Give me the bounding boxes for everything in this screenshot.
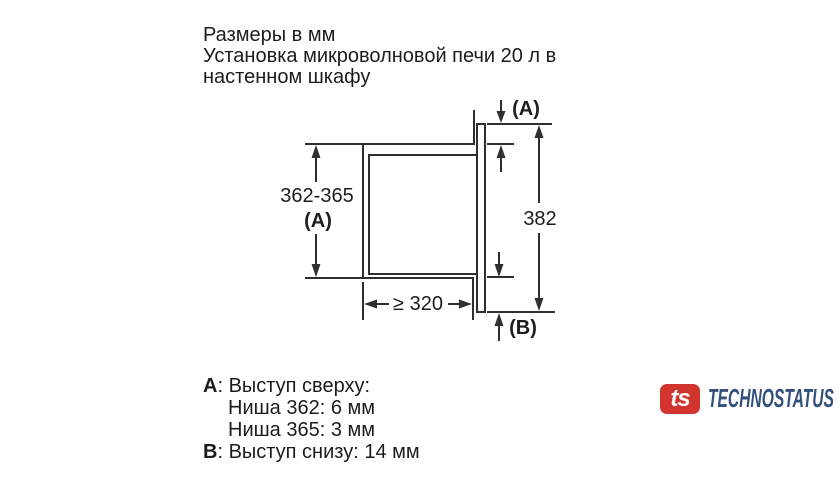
legend-key-a: A: [203, 375, 218, 397]
legend-key-b: B: [203, 441, 218, 463]
arrow-top-gap-down: [497, 111, 506, 123]
arrow-niche-top: [312, 145, 321, 158]
legend-line-b: [203, 441, 420, 463]
legend-title-a: : Выступ сверху:: [217, 375, 371, 397]
depth-label: ≥ 320: [393, 293, 443, 315]
arrow-depth-left: [364, 300, 377, 309]
arrow-depth-right: [459, 300, 472, 309]
legend-line-niche-365: Ниша 365: 3 мм: [228, 419, 376, 441]
top-gap-label: (A): [512, 98, 540, 120]
arrow-frame-bottom: [535, 298, 544, 311]
legend-line-a: [203, 375, 420, 397]
arrow-bottom-gap-up: [495, 313, 504, 326]
frame-height-label: 382: [523, 208, 557, 230]
technostatus-logo-text: TECHNOSTATUS: [708, 383, 834, 413]
title-line-1: Размеры в мм: [203, 24, 336, 46]
niche-height-ref-label: (A): [304, 210, 332, 232]
arrow-frame-top: [535, 125, 544, 138]
cabinet-outer-outline: [363, 110, 474, 320]
title-line-2: Установка микроволновой печи 20 л в: [203, 45, 557, 67]
technostatus-logo-icon: ts: [660, 384, 700, 414]
niche-height-label: 362-365: [280, 185, 354, 207]
technostatus-logo: [660, 383, 840, 414]
legend-line-niche-362: Ниша 362: 6 мм: [228, 397, 376, 419]
arrow-niche-bottom: [312, 264, 321, 277]
microwave-front-frame: [477, 124, 485, 312]
legend-block: [203, 375, 420, 463]
arrow-bottom-gap-down: [495, 264, 504, 277]
legend-title-b: : Выступ снизу: 14 мм: [217, 441, 420, 463]
title-line-3: настенном шкафу: [203, 66, 371, 88]
bottom-gap-label: (B): [509, 317, 537, 339]
cabinet-inner-outline: [369, 155, 477, 274]
arrow-top-gap-up: [497, 145, 506, 158]
